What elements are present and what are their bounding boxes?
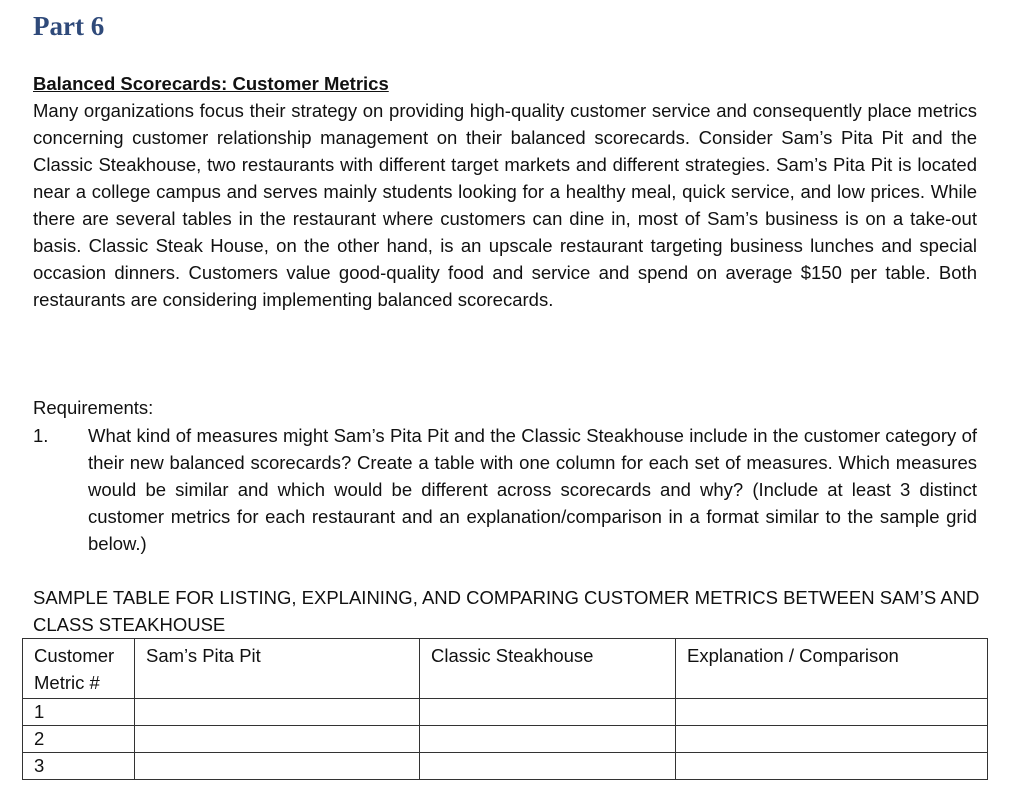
table-row (23, 726, 988, 753)
sams-cell (135, 699, 420, 726)
sample-metrics-table (22, 638, 988, 780)
header-classic-steakhouse: Classic Steakhouse (420, 639, 676, 699)
comparison-cell (676, 726, 988, 753)
comparison-cell (676, 699, 988, 726)
header-explanation-comparison: Explanation / Comparison (676, 639, 988, 699)
header-customer-metric: Customer Metric # (23, 639, 135, 699)
requirements-label: Requirements: (33, 397, 154, 418)
metric-number-cell: 2 (23, 726, 135, 753)
comparison-cell (676, 753, 988, 780)
sample-table-caption: SAMPLE TABLE FOR LISTING, EXPLAINING, AND COMPARING CUSTOMER METRICS BETWEEN SAM’S AND CLASS STEAKHOUSE (33, 587, 980, 635)
requirement-number: 1. (33, 425, 49, 446)
metric-number-cell: 1 (23, 699, 135, 726)
steakhouse-cell (420, 699, 676, 726)
section-heading: Balanced Scorecards: Customer Metrics (33, 73, 389, 94)
sams-cell (135, 753, 420, 780)
intro-paragraph: Many organizations focus their strategy on providing high-quality customer service and consequently place metrics concerning customer relationship management on their balanced scorecards. Consider Sam’s Pita Pit and the Classic Steakhouse, two restaurants with different target markets and different strategies. Sam’s Pita Pit is located near a college campus and serves mainly students looking for a healthy meal, quick service, and low prices. While there are several tables in the restaurant where customers can dine in, most of Sam’s business is on a take-out basis. Classic Steak House, on the other hand, is an upscale restaurant targeting business lunches and special occasion dinners. Customers value good-quality food and service and spend on average $150 per table. Both restaurants are considering implementing balanced scorecards. (33, 100, 977, 310)
metric-number-cell: 3 (23, 753, 135, 780)
table-row (23, 753, 988, 780)
table-header-row (23, 639, 988, 699)
requirement-text: What kind of measures might Sam’s Pita Pit and the Classic Steakhouse include in the customer category of their new balanced scorecards? Create a table with one column for each set of measures. Which measures would be similar and which would be different across scorecards and why? (Include at least 3 distinct customer metrics for each restaurant and an explanation/comparison in a format similar to the sample grid below.) (88, 425, 977, 554)
steakhouse-cell (420, 726, 676, 753)
table-row (23, 699, 988, 726)
steakhouse-cell (420, 753, 676, 780)
part-title: Part 6 (33, 11, 105, 41)
requirement-item-1 (33, 422, 977, 557)
header-sams-pita-pit: Sam’s Pita Pit (135, 639, 420, 699)
sams-cell (135, 726, 420, 753)
